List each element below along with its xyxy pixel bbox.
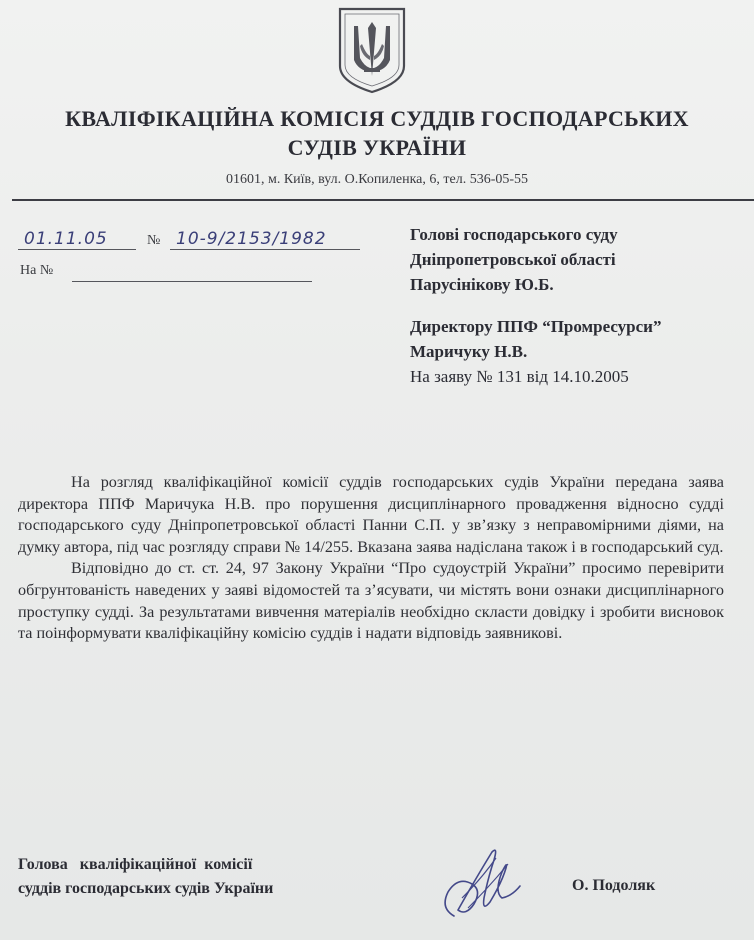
recipients-block <box>410 222 750 389</box>
date-underline <box>18 249 136 250</box>
organization-title-line1: КВАЛІФІКАЦІЙНА КОМІСІЯ СУДДІВ ГОСПОДАРСЬКИХ <box>65 106 689 131</box>
signatory-name: О. Подоляк <box>572 877 656 894</box>
signatory-title <box>18 853 273 901</box>
number-underline <box>170 249 360 250</box>
trident-emblem-icon <box>336 6 408 94</box>
registration-number-label: № <box>147 233 161 248</box>
organization-title <box>0 104 754 162</box>
body-paragraph-1: На розгляд кваліфікаційної комісії суддів господарських судів України передана заява директора ППФ Маричука Н.В. про порушення дисциплінарного провадження відносно судді господарського суду Дніпропетровської області Панни С.П. у зв’язку з неправомірними діями, на думку автора, під час розгляду справи № 14/255. Вказана заява надіслана також і в господарський суд. <box>18 473 724 556</box>
recipient1-line2: Дніпропетровської області <box>410 250 616 269</box>
recipient2-line1: Директору ППФ “Промресурси” <box>410 317 662 336</box>
registration-date: 01.11.05 <box>24 229 108 249</box>
signatory-title-line2: суддів господарських судів України <box>18 880 274 897</box>
recipient1-line1: Голові господарського суду <box>410 225 618 244</box>
registration-number: 10-9/2153/1982 <box>176 229 327 249</box>
organization-title-line2: СУДІВ УКРАЇНИ <box>287 135 467 160</box>
header-divider <box>12 199 754 201</box>
recipient2-line2: Маричуку Н.В. <box>410 342 528 361</box>
letter-body <box>18 472 724 645</box>
organization-address: 01601, м. Київ, вул. О.Копиленка, 6, тел. 536-05-55 <box>225 172 529 187</box>
reference-underline <box>72 281 312 282</box>
handwritten-signature-icon <box>432 838 532 928</box>
reference-number-label: На № <box>20 263 54 278</box>
recipient1-line3: Парусінікову Ю.Б. <box>410 275 554 294</box>
body-paragraph-2: Відповідно до ст. ст. 24, 97 Закону України “Про судоустрій України” просимо перевірити обгрунтованість наведених у заяві відомостей та з’ясувати, чи містять вони ознаки дисциплінарного проступку судді. За результатами вивчення матеріалів необхідно скласти довідку і зробити висновок та поінформувати кваліфікаційну комісію суддів і надати відповідь заявникові. <box>18 559 724 643</box>
recipient2-line3: На заяву № 131 від 14.10.2005 <box>410 367 629 386</box>
signatory-title-line1: Голова кваліфікаційної комісії <box>18 856 253 873</box>
